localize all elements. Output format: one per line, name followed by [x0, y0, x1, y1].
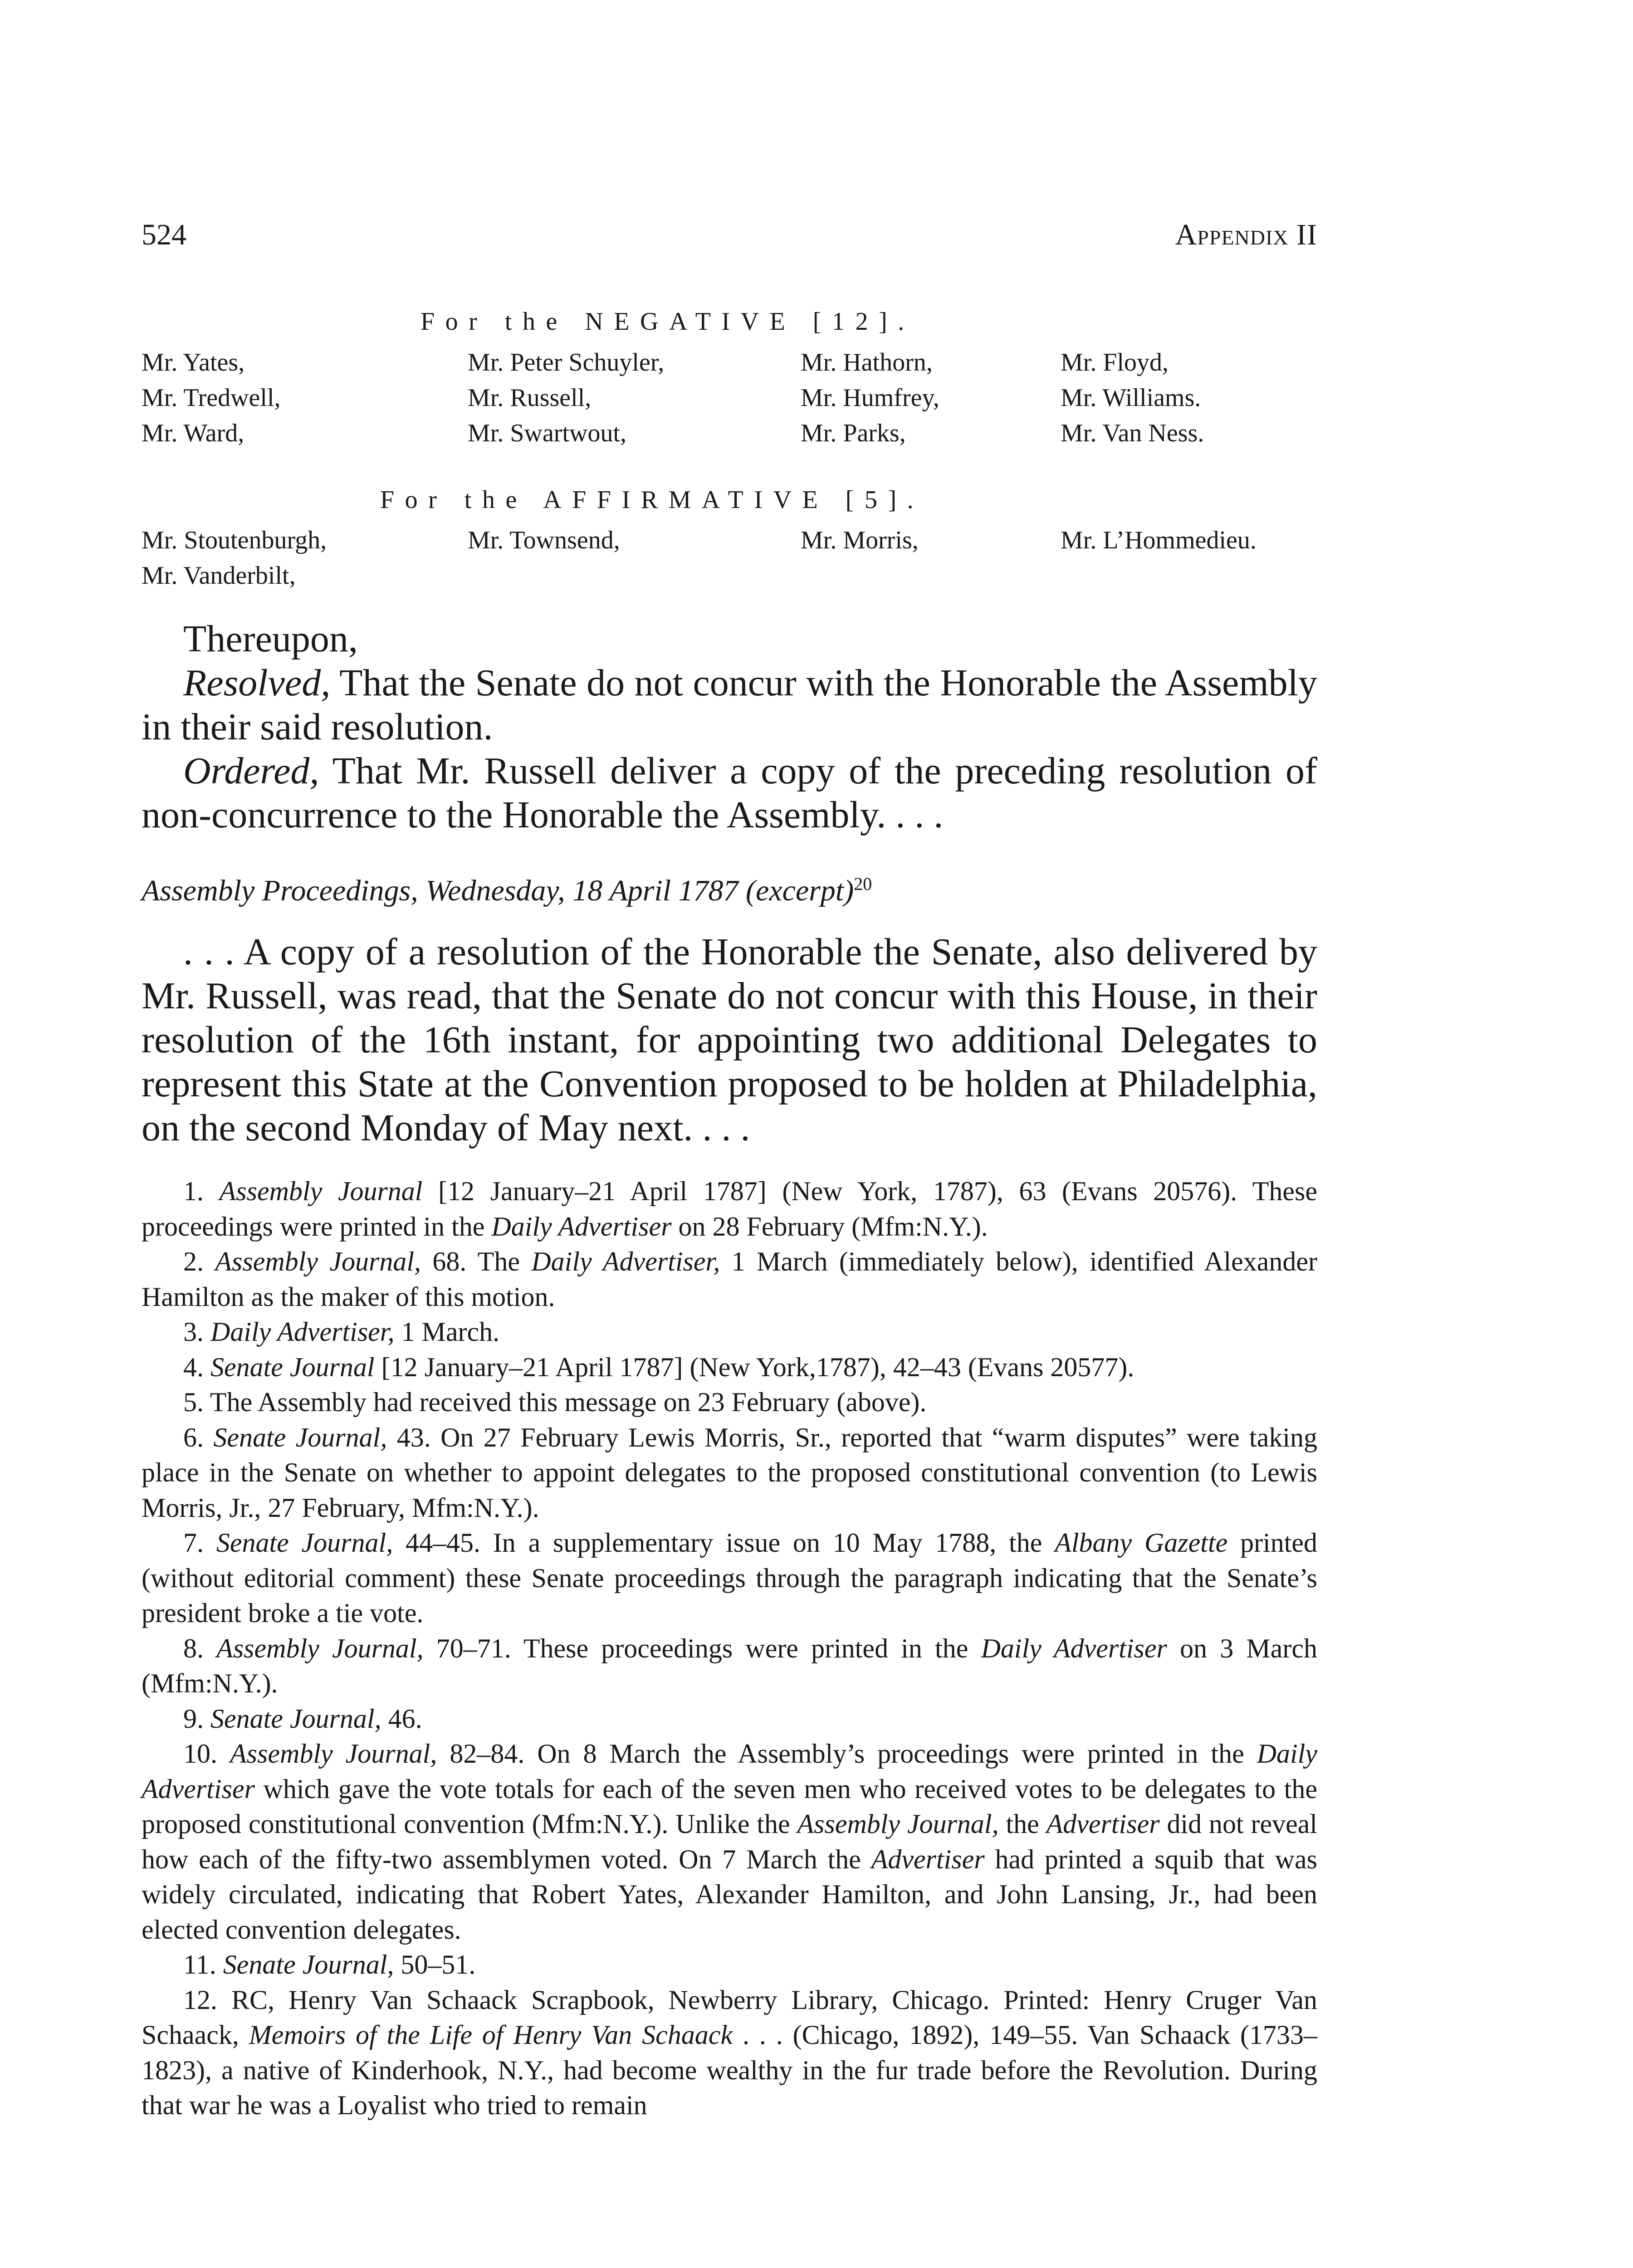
footnote-text: printed (without editorial comment) these Senate proceedings through the paragraph indicating that the Senate’s president broke a tie vote. [142, 1528, 1318, 1628]
footnote-italic: Albany Gazette [1055, 1528, 1228, 1558]
footnote-text: 44–45. In a supplementary issue on 10 May 1788, the [406, 1528, 1042, 1558]
footnote-italic: Senate Journal, [213, 1422, 387, 1452]
negative-name: Mr. Russell, [468, 384, 592, 412]
affirmative-name: Mr. Morris, [801, 526, 919, 554]
assembly-paragraph: . . . A copy of a resolution of the Honorable the Senate, also delivered by Mr. Russell, was read, that the Senate do not concur with this House, in their resolution of the 16th instant, for appointing two additional Delegates to represent this State at the Convention proposed to be holden at Philadelphia, on the second Monday of May next. . . . [142, 931, 1317, 1149]
footnote-text: 1 March (immediately below), identified Alexander Hamilton as the maker of this motion. [142, 1246, 1318, 1312]
footnote-text: 50–51. [401, 1950, 476, 1980]
footnote-number: 7. [183, 1528, 204, 1558]
footnote-italic: Daily Advertiser [142, 1739, 1318, 1804]
footnote-text: which gave the vote totals for each of the seven men who received votes to be delegates to the proposed constitutional convention (Mfm:N.Y.). Unlike the [142, 1774, 1318, 1839]
footnote-italic: Advertiser [1046, 1809, 1160, 1839]
footnote [142, 1947, 1317, 1983]
footnote-italic: Assembly Journal [219, 1176, 423, 1206]
footnote-number: 10. [183, 1739, 217, 1769]
affirmative-name: Mr. L’Hommedieu. [1061, 526, 1257, 554]
resolved-label: Resolved, [183, 662, 331, 704]
footnote-number: 5. [183, 1387, 204, 1417]
negative-name: Mr. Hathorn, [801, 348, 933, 376]
footnote-text: [12 January–21 April 1787] (New York, 1787), 63 (Evans 20576). These proceedings were printed in the [142, 1176, 1318, 1242]
footnote [142, 1631, 1317, 1701]
negative-name: Mr. Parks, [801, 419, 906, 447]
footnote-text: 68. The [432, 1246, 520, 1276]
negative-name: Mr. Humfrey, [801, 384, 939, 412]
assembly-heading [142, 873, 872, 908]
footnote-italic: Daily Advertiser, [210, 1317, 395, 1347]
footnote-text: 82–84. On 8 March the Assembly’s proceedings were printed in the [450, 1739, 1244, 1769]
assembly-heading-text: Assembly Proceedings, Wednesday, 18 April 1787 (excerpt) [142, 874, 854, 907]
footnote [142, 1350, 1317, 1385]
footnote-italic: Assembly Journal, [230, 1739, 437, 1769]
negative-name: Mr. Van Ness. [1061, 419, 1204, 447]
footnote-text: on 28 February (Mfm:N.Y.). [678, 1211, 988, 1242]
thereupon-line: Thereupon, [183, 618, 358, 660]
footnote-number: 6. [183, 1422, 204, 1452]
footnote [142, 1385, 1317, 1420]
page-header [142, 218, 1317, 263]
ordered-label: Ordered, [183, 750, 319, 792]
footnote [142, 1174, 1317, 1244]
footnote-italic: Senate Journal, [210, 1703, 381, 1734]
affirmative-name: Mr. Stoutenburgh, [142, 526, 327, 554]
footnote-text: on 3 March (Mfm:N.Y.). [142, 1633, 1317, 1698]
negative-name: Mr. Yates, [142, 348, 245, 376]
footnote-italic: Memoirs of the Life of Henry Van Schaack [249, 2020, 733, 2050]
footnote-italic: Daily Advertiser, [531, 1246, 720, 1276]
senate-proceedings [142, 617, 1317, 837]
negative-name: Mr. Ward, [142, 419, 244, 447]
footnote-italic: Assembly Journal, [216, 1633, 424, 1663]
footnote-italic: Senate Journal, [223, 1950, 394, 1980]
footnote-number: 12. [183, 1984, 217, 2015]
affirmative-name: Mr. Vanderbilt, [142, 562, 296, 590]
footnote-number: 9. [183, 1703, 204, 1734]
resolved-text: That the Senate do not concur with the Honorable the Assembly in their said resolution. [142, 662, 1317, 748]
footnote-number: 8. [183, 1633, 204, 1663]
page-number: 524 [142, 218, 186, 251]
footnote [142, 1983, 1317, 2123]
footnote-italic: Daily Advertiser [981, 1633, 1167, 1663]
footnote [142, 1420, 1317, 1526]
negative-name: Mr. Tredwell, [142, 384, 281, 412]
footnote-text: The Assembly had received this message on 23 February (above). [210, 1387, 927, 1417]
footnote-italic: Daily Advertiser [491, 1211, 672, 1242]
footnote-text: 43. On 27 February Lewis Morris, Sr., reported that “warm disputes” were taking place in the Senate on whether to appoint delegates to the proposed constitutional convention (to Lewis Morris, Jr., 27 February, Mfm:N.Y.). [142, 1422, 1317, 1523]
footnote-number: 4. [183, 1352, 204, 1382]
footnotes [142, 1174, 1317, 2123]
resolved-paragraph [142, 661, 1317, 749]
footnote-number: 2. [183, 1246, 204, 1276]
footnote-italic: Advertiser [871, 1844, 985, 1874]
footnote-text: RC, Henry Van Schaack Scrapbook, Newberry Library, Chicago. Printed: Henry Cruger Van Schaack, [142, 1984, 1317, 2050]
footnote-ref-20: 20 [854, 874, 872, 894]
negative-heading: For the NEGATIVE [12]. [420, 308, 915, 336]
footnote-text: 1 March. [401, 1317, 500, 1347]
footnote-italic: Senate Journal [210, 1352, 375, 1382]
footnote [142, 1736, 1317, 1947]
footnote-text: did not reveal how each of the fifty-two assemblymen voted. On 7 March the [142, 1809, 1318, 1874]
negative-name: Mr. Floyd, [1061, 348, 1169, 376]
assembly-proceedings [142, 930, 1317, 1150]
ordered-paragraph [142, 749, 1317, 837]
affirmative-heading: For the AFFIRMATIVE [5]. [380, 486, 924, 514]
footnote [142, 1525, 1317, 1631]
negative-name: Mr. Swartwout, [468, 419, 626, 447]
footnote [142, 1701, 1317, 1737]
negative-name: Mr. Williams. [1061, 384, 1201, 412]
footnote-text: 70–71. These proceedings were printed in the [436, 1633, 968, 1663]
footnote-italic: Assembly Journal, [797, 1809, 999, 1839]
footnote-italic: Senate Journal, [216, 1528, 393, 1558]
affirmative-name: Mr. Townsend, [468, 526, 620, 554]
footnote-text: [12 January–21 April 1787] (New York,1787), 42–43 (Evans 20577). [381, 1352, 1134, 1382]
footnote [142, 1315, 1317, 1350]
negative-name: Mr. Peter Schuyler, [468, 348, 665, 376]
footnote-text: had printed a squib that was widely circulated, indicating that Robert Yates, Alexander Hamilton, and John Lansing, Jr., had been elected convention delegates. [142, 1844, 1318, 1945]
footnote-italic: Assembly Journal, [215, 1246, 421, 1276]
footnote-number: 1. [183, 1176, 204, 1206]
footnote-number: 3. [183, 1317, 204, 1347]
ordered-text: That Mr. Russell deliver a copy of the preceding resolution of non-concurrence to the Honorable the Assembly. . . . [142, 750, 1318, 836]
footnote [142, 1244, 1317, 1315]
footnote-text: the [1006, 1809, 1039, 1839]
footnote-text: . . . (Chicago, 1892), 149–55. Van Schaack (1733–1823), a native of Kinderhook, N.Y., had become wealthy in the fur trade before the Revolution. During that war he was a Loyalist who tried to remain [142, 2020, 1318, 2120]
running-head: Appendix II [1175, 218, 1317, 251]
footnote-text: 46. [388, 1703, 422, 1734]
footnote-number: 11. [183, 1950, 216, 1980]
